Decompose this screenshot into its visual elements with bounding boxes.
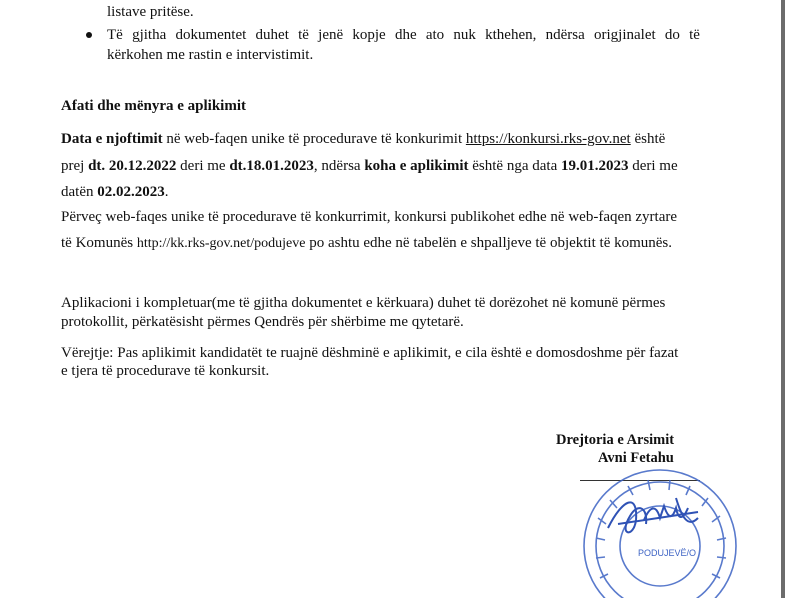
- para1-l2-a: prej: [61, 158, 89, 174]
- bullet-2-word: jenë: [318, 27, 344, 43]
- para1-l3-a: datën: [61, 184, 98, 200]
- signature-org: Drejtoria e Arsimit: [556, 432, 675, 448]
- bullet-2-word: origjinalet: [594, 27, 656, 43]
- bullet-2-word: Të: [107, 27, 123, 43]
- para2-line-1: Përveç web-faqes unike të procedurave të konkurrimit, konkursi publikohet edhe në web-faqen zyrtare: [61, 209, 678, 225]
- para1-l2-c: deri me: [176, 158, 230, 174]
- signature-name: Avni Fetahu: [598, 450, 674, 466]
- konkursi-link[interactable]: https://konkursi.rks-gov.net: [465, 131, 631, 147]
- bullet-2-line-1: [107, 25, 700, 45]
- municipality-url[interactable]: http://kk.rks-gov.net/podujeve: [136, 236, 306, 251]
- para2-line-2: [61, 233, 672, 254]
- para3-line-1: Aplikacioni i kompletuar(me të gjitha dokumentet e kërkuara) duhet të dorëzohet në komunë përmes: [61, 295, 666, 311]
- para2-l2-a: të Komunës: [61, 235, 137, 251]
- application-time-label: koha e aplikimit: [364, 158, 469, 174]
- date-from: dt. 20.12.2022: [88, 158, 177, 174]
- para1-l3-c: .: [164, 184, 169, 200]
- para1-l2-e: është nga data: [468, 158, 561, 174]
- bullet-2-word: gjitha: [132, 27, 167, 43]
- bullet-2-word: dhe: [394, 27, 417, 43]
- bullet-2-word: ndërsa: [545, 27, 585, 43]
- bullet-2-word: nuk: [453, 27, 476, 43]
- bullet-2-line-2: kërkohen me rastin e intervistimit.: [107, 47, 314, 63]
- para3-line-2: protokollit, përkatësisht përmes Qendrës për shërbime me qytetarë.: [61, 314, 464, 330]
- para1-line-2: [61, 156, 678, 176]
- para1-text-a: në web-faqen unike të procedurave të konkurimit: [162, 131, 466, 147]
- para2-l2-b: po ashtu edhe në tabelën e shpalljeve të objektit të komunës.: [305, 235, 673, 251]
- para1-line-1: [61, 129, 665, 149]
- notice-date-label: Data e njoftimit: [61, 131, 163, 147]
- application-date-from: 19.01.2023: [560, 158, 629, 174]
- para1-line-3: [61, 182, 168, 202]
- para1-text-b: është: [630, 131, 666, 147]
- bullet-2-word: të: [298, 27, 309, 43]
- para1-l2-d: , ndërsa: [313, 158, 365, 174]
- viewer-edge: [781, 0, 785, 598]
- bullet-2-word: kthehen,: [485, 27, 537, 43]
- bullet-2-word: të: [689, 27, 700, 43]
- bullet-2-word: do: [664, 27, 680, 43]
- bullet-2-word: duhet: [255, 27, 289, 43]
- bullet-1-tail: listave pritëse.: [107, 4, 194, 20]
- para1-l2-f: deri me: [628, 158, 678, 174]
- application-date-to: 02.02.2023: [97, 184, 165, 200]
- para4-line-2: e tjera të procedurave të konkursit.: [61, 363, 270, 379]
- bullet-2-word: kopje: [352, 27, 386, 43]
- para4-line-1: Vërejtje: Pas aplikimit kandidatët te ruajnë dëshminë e aplikimit, e cila është e domosdoshme për fazat: [61, 345, 679, 361]
- official-seal-stamp: [578, 458, 738, 598]
- section-heading: Afati dhe mënyra e aplikimit: [61, 98, 246, 114]
- seal-text: PODUJEVË/O: [638, 548, 697, 558]
- bullet-2-word: ato: [425, 27, 445, 43]
- bullet-marker: [86, 32, 92, 38]
- bullet-2-word: dokumentet: [175, 27, 247, 43]
- date-to: dt.18.01.2023: [229, 158, 314, 174]
